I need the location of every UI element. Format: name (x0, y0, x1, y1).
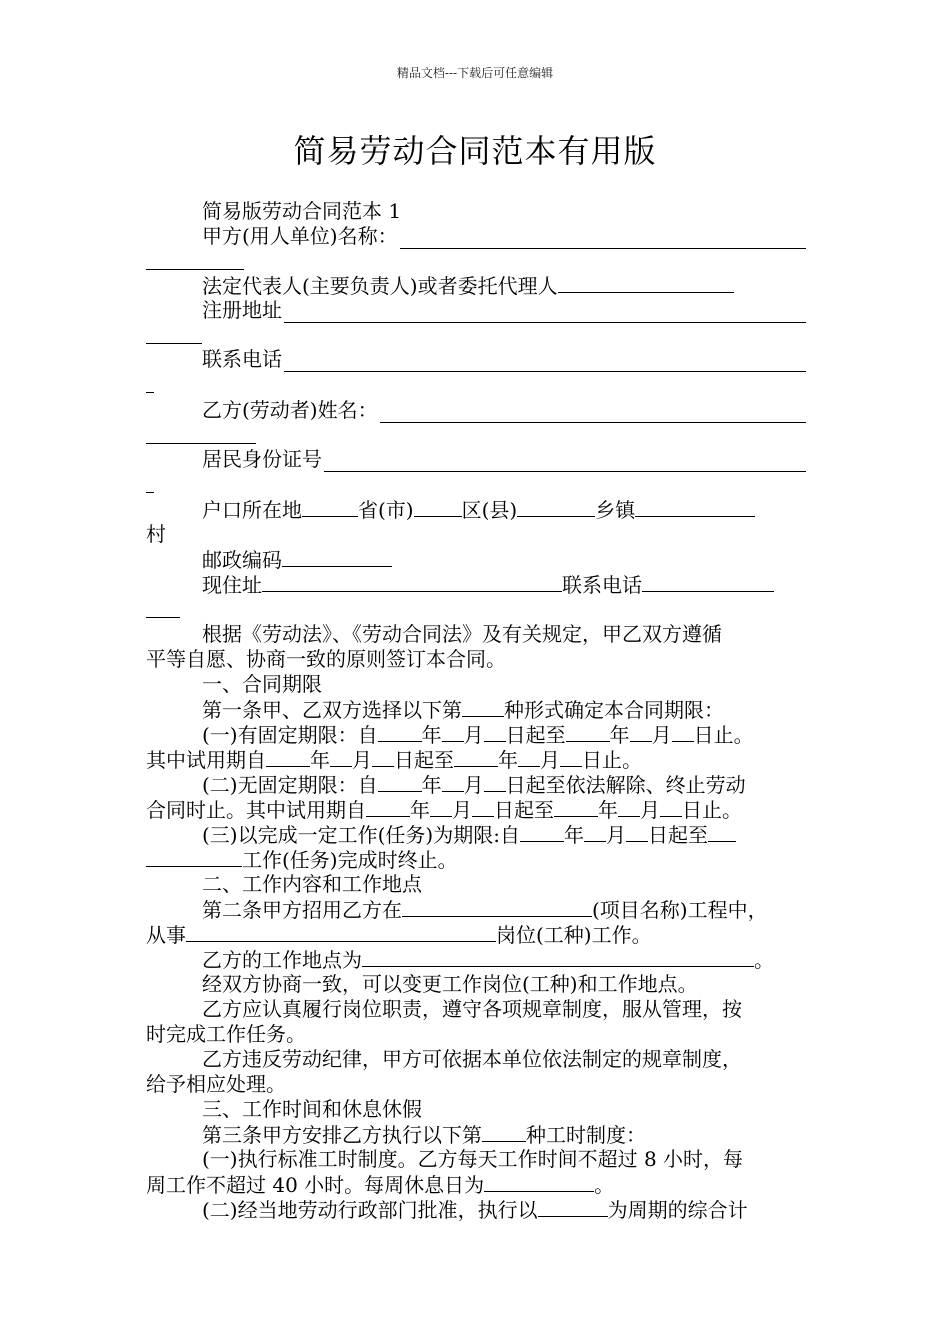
postcode-field: 邮政编码 (202, 547, 806, 573)
body-line: 给予相应处理。 (146, 1072, 286, 1096)
body-line: 乙方应认真履行岗位职责，遵守各项规章制度，服从管理，按 (202, 997, 742, 1021)
section-heading: 三、工作时间和休息休假 (202, 1097, 422, 1121)
task-term-line: (三)以完成一定工作(任务)为期限:自 年 月 日起至 (202, 822, 806, 848)
reg-address-field: 注册地址 (202, 298, 806, 323)
article-line: 第二条甲方招用乙方在 (项目名称)工程中， (202, 898, 768, 922)
work-location-line: 乙方的工作地点为 。 (202, 948, 774, 972)
blank-continuation (146, 473, 806, 499)
body-line: 乙方违反劳动纪律，甲方可依据本单位依法制定的规章制度， (202, 1047, 742, 1071)
document-title: 简易劳动合同范本有用版 (293, 132, 657, 170)
body-line: 经双方协商一致，可以变更工作岗位(工种)和工作地点。 (202, 972, 698, 996)
body-line: (二)经当地劳动行政部门批准，执行以 为周期的综合计 (202, 1198, 748, 1222)
party-b-name-field: 乙方(劳动者)姓名： (202, 398, 806, 423)
article-line: 第一条甲、乙双方选择以下第 种形式确定本合同期限： (202, 698, 724, 722)
party-a-name-field: 甲方(用人单位)名称： (202, 224, 806, 249)
blank-continuation (146, 598, 806, 624)
preamble-line: 平等自愿、协商一致的原则签订本合同。 (146, 647, 506, 671)
body-line: (一)执行标准工时制度。乙方每天工作时间不超过 8 小时，每 (202, 1147, 744, 1171)
article-line: 第三条甲方安排乙方执行以下第 种工时制度： (202, 1123, 646, 1147)
hukou-field: 户口所在地 省(市) 区(县) 乡镇 (202, 497, 806, 523)
article-line: 从事 岗位(工种)工作。 (146, 923, 652, 947)
probation-line: 合同时止。其中试用期自 年 月 日起至 年 月 日止。 (146, 798, 742, 822)
section-heading: 一、合同期限 (202, 672, 322, 696)
body-line: 时完成工作任务。 (146, 1022, 306, 1046)
hukou-village: 村 (146, 522, 166, 546)
page-header: 精品文档---下载后可任意编辑 (396, 66, 554, 80)
section-heading: 二、工作内容和工作地点 (202, 872, 422, 896)
probation-line: 其中试用期自 年 月 日起至 年 月 日止。 (146, 748, 642, 772)
preamble-line: 根据《劳动法》、《劳动合同法》及有关规定，甲乙双方遵循 (202, 622, 722, 646)
blank-continuation (146, 373, 806, 399)
open-term-line: (二)无固定期限：自 年 月 日起至依法解除、终止劳动 (202, 773, 746, 797)
fixed-term-line: (一)有固定期限：自 年 月 日起至 年 月 日止。 (202, 723, 754, 747)
phone-field-a: 联系电话 (202, 347, 806, 372)
legal-rep-field: 法定代表人(主要负责人)或者委托代理人 (202, 273, 806, 299)
body-line: 周工作不超过 40 小时。每周休息日为 。 (146, 1173, 615, 1197)
id-number-field: 居民身份证号 (202, 447, 806, 472)
task-term-end: 工作(任务)完成时终止。 (146, 847, 806, 873)
address-phone-field: 现住址 联系电话 (202, 572, 806, 598)
subtitle-line: 简易版劳动合同范本 1 (202, 199, 402, 223)
